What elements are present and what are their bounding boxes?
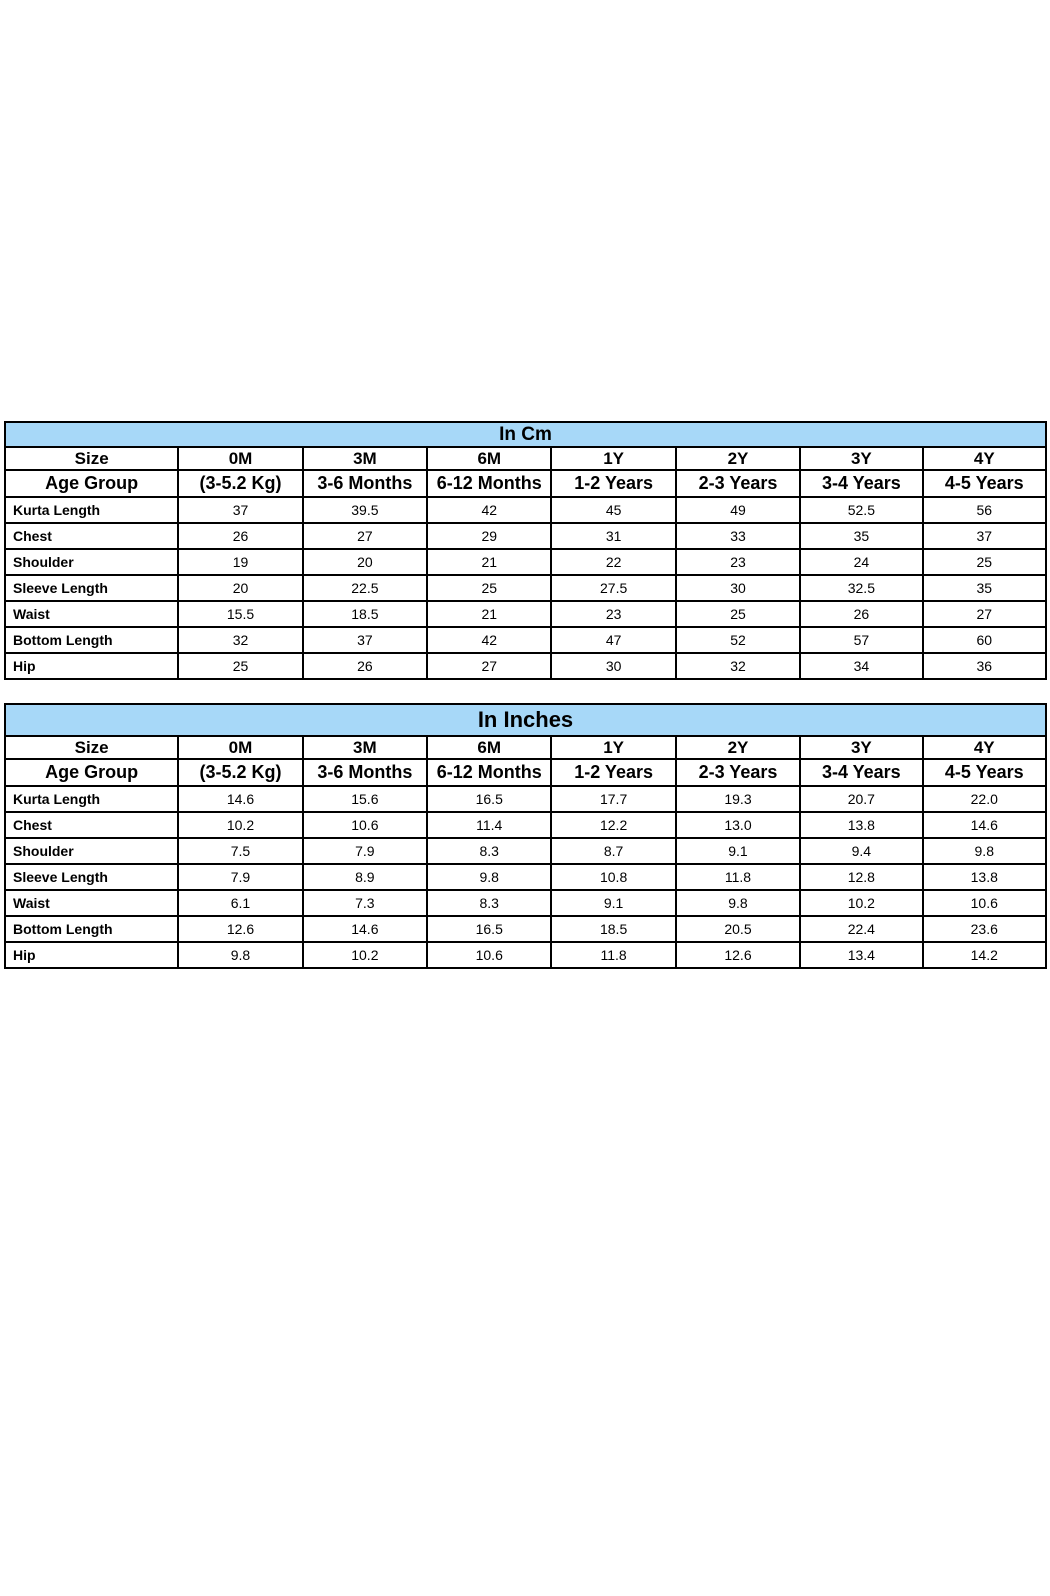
measurement-value: 60 — [923, 627, 1046, 653]
measurement-value: 45 — [551, 497, 675, 523]
measurement-value: 11.8 — [551, 942, 675, 968]
measurement-value: 10.8 — [551, 864, 675, 890]
measurement-value: 52 — [676, 627, 800, 653]
size-column-header: 1Y — [551, 736, 675, 759]
measurement-value: 26 — [303, 653, 427, 679]
measurement-value: 36 — [923, 653, 1046, 679]
age-group-cell: 1-2 Years — [551, 759, 675, 786]
measurement-value: 21 — [427, 601, 551, 627]
measurement-value: 12.2 — [551, 812, 675, 838]
measurement-value: 26 — [800, 601, 922, 627]
measurement-label: Shoulder — [5, 549, 178, 575]
measurement-label: Kurta Length — [5, 497, 178, 523]
measurement-value: 12.6 — [676, 942, 800, 968]
measurement-value: 9.8 — [178, 942, 302, 968]
measurement-value: 30 — [551, 653, 675, 679]
measurement-value: 25 — [923, 549, 1046, 575]
size-chart-cm — [4, 421, 1047, 680]
measurement-value: 37 — [303, 627, 427, 653]
measurement-value: 32 — [178, 627, 302, 653]
measurement-label: Chest — [5, 523, 178, 549]
size-chart-inches — [4, 703, 1047, 969]
age-group-row — [5, 470, 1046, 497]
size-column-header: 3M — [303, 447, 427, 470]
size-column-header: 4Y — [923, 736, 1047, 759]
measurement-value: 20.5 — [676, 916, 800, 942]
size-column-header: 4Y — [923, 447, 1046, 470]
age-group-cell: 3-6 Months — [303, 759, 427, 786]
measurement-value: 49 — [676, 497, 800, 523]
size-label: Size — [5, 736, 178, 759]
measurement-value: 9.1 — [676, 838, 800, 864]
table-row — [5, 890, 1046, 916]
size-column-header: 6M — [427, 736, 551, 759]
table-row — [5, 942, 1046, 968]
age-group-cell: 2-3 Years — [676, 470, 800, 497]
measurement-value: 12.6 — [178, 916, 302, 942]
measurement-value: 27 — [923, 601, 1046, 627]
age-group-cell: 1-2 Years — [551, 470, 675, 497]
measurement-label: Sleeve Length — [5, 575, 178, 601]
measurement-value: 16.5 — [427, 916, 551, 942]
age-group-cell: 2-3 Years — [676, 759, 800, 786]
measurement-value: 20.7 — [800, 786, 922, 812]
measurement-label: Waist — [5, 601, 178, 627]
measurement-value: 11.4 — [427, 812, 551, 838]
measurement-value: 16.5 — [427, 786, 551, 812]
age-group-cell: 3-6 Months — [303, 470, 427, 497]
measurement-value: 18.5 — [551, 916, 675, 942]
table-row — [5, 838, 1046, 864]
measurement-value: 27.5 — [551, 575, 675, 601]
measurement-value: 23 — [551, 601, 675, 627]
measurement-value: 7.5 — [178, 838, 302, 864]
measurement-value: 32.5 — [800, 575, 922, 601]
size-column-header: 0M — [178, 736, 302, 759]
size-column-header: 6M — [427, 447, 551, 470]
measurement-value: 35 — [923, 575, 1046, 601]
table-title: In Cm — [5, 422, 1046, 447]
age-group-cell: 4-5 Years — [923, 759, 1047, 786]
measurement-value: 14.6 — [303, 916, 427, 942]
size-label: Size — [5, 447, 178, 470]
measurement-value: 42 — [427, 497, 551, 523]
age-group-label: Age Group — [5, 470, 178, 497]
measurement-value: 25 — [676, 601, 800, 627]
table-row — [5, 916, 1046, 942]
measurement-value: 8.9 — [303, 864, 427, 890]
table-row — [5, 497, 1046, 523]
measurement-value: 10.2 — [800, 890, 922, 916]
age-group-cell: (3-5.2 Kg) — [178, 759, 302, 786]
measurement-value: 15.5 — [178, 601, 302, 627]
measurement-label: Hip — [5, 653, 178, 679]
measurement-value: 14.6 — [923, 812, 1047, 838]
measurement-value: 20 — [178, 575, 302, 601]
table-title-row — [5, 422, 1046, 447]
age-group-cell: 6-12 Months — [427, 470, 551, 497]
measurement-value: 37 — [178, 497, 302, 523]
measurement-value: 33 — [676, 523, 800, 549]
age-group-cell: 4-5 Years — [923, 470, 1046, 497]
measurement-value: 10.6 — [427, 942, 551, 968]
table-row — [5, 786, 1046, 812]
age-group-cell: 6-12 Months — [427, 759, 551, 786]
table-row — [5, 575, 1046, 601]
measurement-label: Sleeve Length — [5, 864, 178, 890]
measurement-label: Bottom Length — [5, 627, 178, 653]
measurement-value: 22.4 — [800, 916, 922, 942]
measurement-value: 39.5 — [303, 497, 427, 523]
measurement-value: 22 — [551, 549, 675, 575]
measurement-value: 17.7 — [551, 786, 675, 812]
measurement-value: 23.6 — [923, 916, 1047, 942]
measurement-value: 6.1 — [178, 890, 302, 916]
measurement-label: Hip — [5, 942, 178, 968]
measurement-value: 7.9 — [178, 864, 302, 890]
measurement-value: 25 — [427, 575, 551, 601]
size-header-row — [5, 736, 1046, 759]
measurement-value: 7.9 — [303, 838, 427, 864]
measurement-value: 7.3 — [303, 890, 427, 916]
measurement-value: 14.6 — [178, 786, 302, 812]
measurement-value: 27 — [303, 523, 427, 549]
measurement-value: 9.8 — [923, 838, 1047, 864]
measurement-value: 8.7 — [551, 838, 675, 864]
measurement-value: 24 — [800, 549, 922, 575]
measurement-value: 10.2 — [178, 812, 302, 838]
measurement-value: 12.8 — [800, 864, 922, 890]
measurement-value: 35 — [800, 523, 922, 549]
age-group-cell: (3-5.2 Kg) — [178, 470, 302, 497]
measurement-value: 37 — [923, 523, 1046, 549]
measurement-value: 30 — [676, 575, 800, 601]
measurement-value: 22.5 — [303, 575, 427, 601]
measurement-value: 32 — [676, 653, 800, 679]
table-row — [5, 601, 1046, 627]
table-title: In Inches — [5, 704, 1046, 736]
measurement-value: 19.3 — [676, 786, 800, 812]
measurement-value: 26 — [178, 523, 302, 549]
measurement-value: 21 — [427, 549, 551, 575]
measurement-value: 47 — [551, 627, 675, 653]
size-column-header: 0M — [178, 447, 302, 470]
measurement-value: 13.4 — [800, 942, 922, 968]
table-row — [5, 523, 1046, 549]
measurement-value: 13.0 — [676, 812, 800, 838]
measurement-value: 10.2 — [303, 942, 427, 968]
size-column-header: 1Y — [551, 447, 675, 470]
measurement-value: 25 — [178, 653, 302, 679]
measurement-value: 13.8 — [800, 812, 922, 838]
table-row — [5, 653, 1046, 679]
measurement-value: 31 — [551, 523, 675, 549]
measurement-value: 52.5 — [800, 497, 922, 523]
table-row — [5, 549, 1046, 575]
size-column-header: 3Y — [800, 447, 922, 470]
measurement-value: 18.5 — [303, 601, 427, 627]
measurement-value: 8.3 — [427, 838, 551, 864]
age-group-cell: 3-4 Years — [800, 759, 922, 786]
measurement-value: 13.8 — [923, 864, 1047, 890]
measurement-value: 34 — [800, 653, 922, 679]
measurement-value: 19 — [178, 549, 302, 575]
measurement-value: 9.8 — [676, 890, 800, 916]
measurement-value: 23 — [676, 549, 800, 575]
age-group-row — [5, 759, 1046, 786]
measurement-value: 22.0 — [923, 786, 1047, 812]
measurement-value: 57 — [800, 627, 922, 653]
measurement-label: Shoulder — [5, 838, 178, 864]
measurement-value: 29 — [427, 523, 551, 549]
measurement-label: Bottom Length — [5, 916, 178, 942]
size-column-header: 2Y — [676, 736, 800, 759]
measurement-value: 8.3 — [427, 890, 551, 916]
measurement-value: 10.6 — [923, 890, 1047, 916]
measurement-value: 56 — [923, 497, 1046, 523]
size-column-header: 2Y — [676, 447, 800, 470]
measurement-value: 9.1 — [551, 890, 675, 916]
measurement-value: 11.8 — [676, 864, 800, 890]
measurement-value: 9.8 — [427, 864, 551, 890]
measurement-label: Kurta Length — [5, 786, 178, 812]
table-row — [5, 812, 1046, 838]
table-row — [5, 864, 1046, 890]
measurement-value: 20 — [303, 549, 427, 575]
measurement-value: 9.4 — [800, 838, 922, 864]
table-row — [5, 627, 1046, 653]
size-column-header: 3Y — [800, 736, 922, 759]
measurement-value: 14.2 — [923, 942, 1047, 968]
measurement-value: 10.6 — [303, 812, 427, 838]
measurement-label: Waist — [5, 890, 178, 916]
measurement-label: Chest — [5, 812, 178, 838]
age-group-label: Age Group — [5, 759, 178, 786]
measurement-value: 15.6 — [303, 786, 427, 812]
table-title-row — [5, 704, 1046, 736]
size-header-row — [5, 447, 1046, 470]
measurement-value: 27 — [427, 653, 551, 679]
measurement-value: 42 — [427, 627, 551, 653]
size-column-header: 3M — [303, 736, 427, 759]
age-group-cell: 3-4 Years — [800, 470, 922, 497]
